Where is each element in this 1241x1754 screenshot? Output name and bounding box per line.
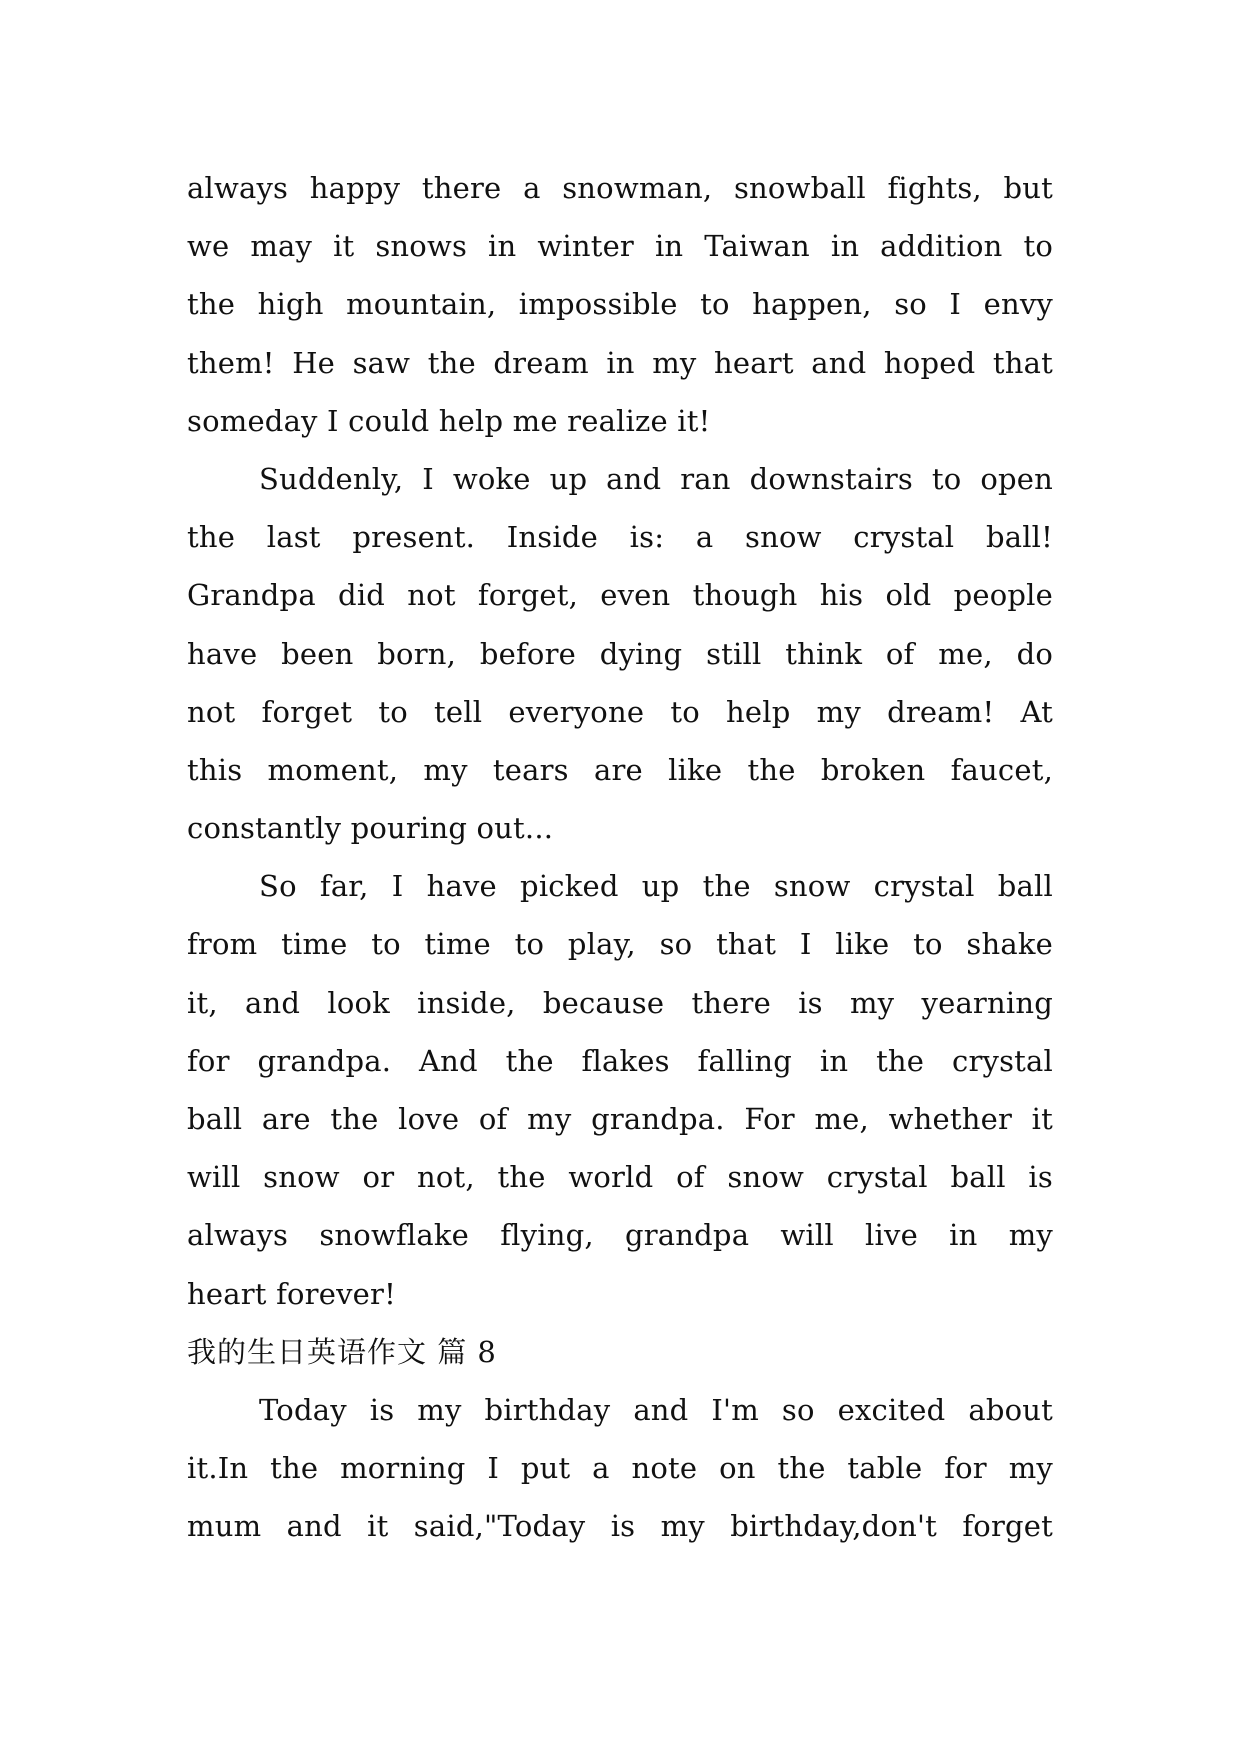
text-line: we may it snows in winter in Taiwan in addition to	[187, 229, 1053, 264]
text-line: someday I could help me realize it!	[187, 403, 711, 438]
text-line: Grandpa did not forget, even though his old people	[187, 578, 1053, 613]
text-line: the high mountain, impossible to happen, so I envy	[187, 287, 1053, 322]
text-line: Suddenly, I woke up and ran downstairs to open	[259, 461, 1053, 496]
text-line: it.In the morning I put a note on the table for my	[187, 1451, 1053, 1486]
text-line: this moment, my tears are like the broken faucet,	[187, 752, 1053, 787]
paragraph	[187, 450, 1053, 857]
text-line: will snow or not, the world of snow crystal ball is	[187, 1160, 1053, 1195]
section-heading: 我的生日英语作文 篇 8	[187, 1334, 497, 1369]
text-line: mum and it said,"Today is my birthday,don't forget	[187, 1509, 1053, 1544]
text-line: have been born, before dying still think of me, do	[187, 636, 1053, 671]
text-line: the last present. Inside is: a snow crystal ball!	[187, 520, 1053, 555]
text-line: not forget to tell everyone to help my dream! At	[187, 694, 1053, 729]
text-line: always snowflake flying, grandpa will live in my	[187, 1218, 1053, 1253]
text-line: them! He saw the dream in my heart and hoped that	[187, 345, 1053, 380]
text-line: for grandpa. And the flakes falling in the crystal	[187, 1043, 1053, 1078]
text-line: always happy there a snowman, snowball fights, but	[187, 171, 1053, 205]
text-line: constantly pouring out...	[187, 811, 554, 846]
paragraph	[187, 159, 1053, 450]
document-page	[187, 159, 1053, 1556]
paragraph	[187, 1381, 1053, 1556]
text-line: heart forever!	[187, 1276, 396, 1311]
text-line: it, and look inside, because there is my yearning	[187, 985, 1053, 1020]
paragraph	[187, 857, 1053, 1323]
text-line: Today is my birthday and I'm so excited about	[259, 1392, 1053, 1427]
text-line: ball are the love of my grandpa. For me, whether it	[187, 1102, 1053, 1136]
text-line: So far, I have picked up the snow crystal ball	[259, 869, 1053, 904]
text-line: from time to time to play, so that I like to shake	[187, 927, 1053, 962]
